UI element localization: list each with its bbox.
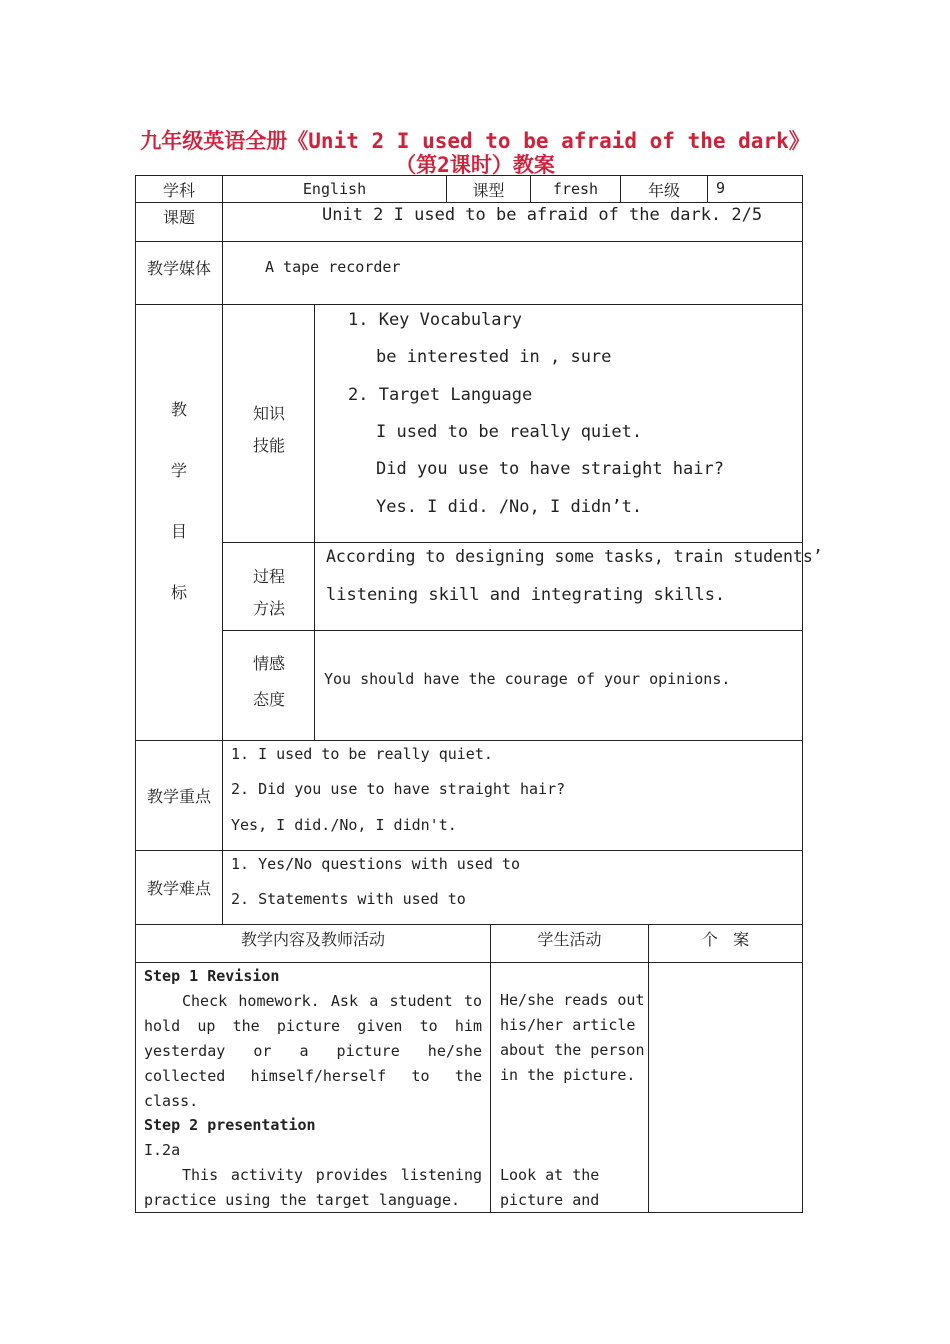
emotion-value: You should have the courage of your opinions. (324, 670, 731, 688)
subject-value: English (302, 180, 367, 198)
step2-subtitle: I.2a (144, 1141, 181, 1159)
difficult-point-line: 1. Yes/No questions with used to (231, 855, 520, 873)
emotion-label-2: 态度 (253, 690, 286, 709)
column-content-header: 教学内容及教师活动 (240, 929, 385, 949)
topic-value: Unit 2 I used to be afraid of the dark. 2/5 (322, 205, 763, 225)
emotion-label-1: 情感 (253, 654, 286, 673)
grade-label: 年级 (647, 180, 680, 200)
grade-value: 9 (716, 179, 726, 197)
difficult-point-line: 2. Statements with used to (231, 890, 466, 908)
step1-student-line: his/her article (500, 1016, 636, 1034)
key-point-line: Yes, I did./No, I didn't. (231, 816, 457, 834)
step1-student-line: in the picture. (500, 1066, 636, 1084)
objectives-char: 标 (171, 583, 188, 602)
process-line: According to designing some tasks, train students’ (326, 547, 823, 566)
knowledge-label-2: 技能 (253, 436, 286, 455)
media-value: A tape recorder (265, 258, 401, 276)
objectives-char: 教 (171, 400, 188, 419)
process-line: listening skill and integrating skills. (326, 585, 726, 605)
key-points-label: 教学重点 (146, 787, 211, 806)
step1-student-line: about the person (500, 1041, 645, 1059)
step2-student-line: picture and (500, 1191, 600, 1209)
knowledge-line: be interested in , sure (376, 347, 612, 367)
knowledge-label-1: 知识 (253, 404, 286, 423)
step1-title: Step 1 Revision (144, 967, 280, 985)
knowledge-line: 2. Target Language (348, 385, 533, 405)
document-title-line1: 九年级英语全册《Unit 2 I used to be afraid of the dark》 (140, 129, 810, 153)
column-student-header: 学生活动 (537, 929, 602, 949)
media-label: 教学媒体 (146, 258, 211, 278)
knowledge-line: 1. Key Vocabulary (348, 310, 522, 330)
key-point-line: 2. Did you use to have straight hair? (231, 780, 566, 798)
step2-student-line: Look at the (500, 1166, 600, 1184)
difficult-points-label: 教学难点 (146, 879, 211, 898)
key-point-line: 1. I used to be really quiet. (231, 745, 493, 763)
knowledge-line: Yes. I did. /No, I didn’t. (376, 497, 643, 517)
document-title-line2: （第2课时）教案 (395, 153, 555, 177)
knowledge-line: I used to be really quiet. (376, 422, 643, 442)
process-label-1: 过程 (253, 567, 286, 586)
subject-label: 学科 (162, 180, 195, 200)
type-label: 课型 (472, 180, 505, 200)
column-personal-header: 个 案 (701, 929, 750, 949)
step1-body: Check homework. Ask a student to hold up the picture given to him yesterday or a picture he/she collected himself/herself to the class. (144, 992, 482, 1110)
step2-title: Step 2 presentation (144, 1116, 316, 1134)
objectives-char: 学 (171, 461, 188, 480)
step1-student-line: He/she reads out (500, 991, 645, 1009)
knowledge-line: Did you use to have straight hair? (376, 459, 724, 479)
step2-body: This activity provides listening practice using the target language. (144, 1166, 482, 1209)
objectives-char: 目 (171, 522, 188, 541)
process-label-2: 方法 (253, 599, 286, 618)
topic-label: 课题 (162, 207, 195, 227)
type-value: fresh (552, 180, 599, 198)
